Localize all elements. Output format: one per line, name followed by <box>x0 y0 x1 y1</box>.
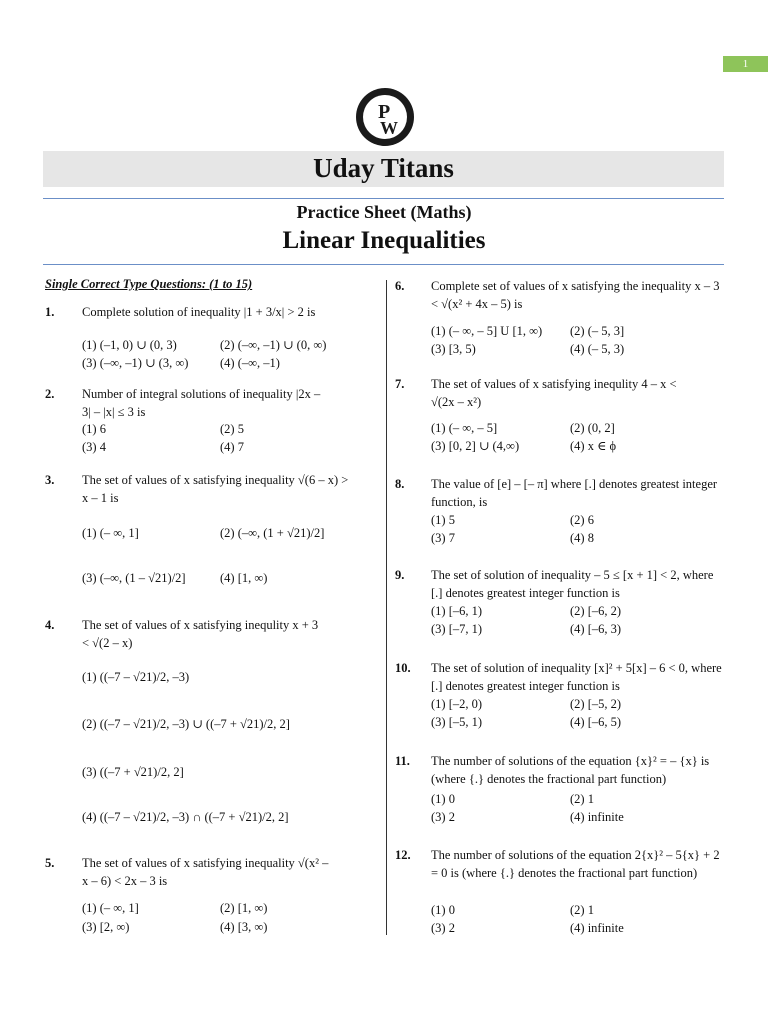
option: (1) (– ∞, 1] <box>82 526 139 540</box>
column-divider <box>386 280 387 935</box>
question-number: 7. <box>395 377 405 391</box>
question-10 <box>395 659 725 734</box>
svg-text:W: W <box>380 118 398 138</box>
option: (4) 8 <box>570 531 594 545</box>
question-text: Number of integral solutions of inequality |2x – 3| – |x| ≤ 3 is <box>82 387 321 419</box>
option: (3) (–∞, –1) ∪ (3, ∞) <box>82 356 189 370</box>
question-12 <box>395 846 725 938</box>
option: (3) ((–7 + √21)/2, 2] <box>82 765 184 779</box>
option: (3) 2 <box>431 921 455 935</box>
section-heading: Single Correct Type Questions: (1 to 15) <box>45 277 253 291</box>
divider <box>43 264 724 265</box>
option: (1) [–6, 1) <box>431 604 483 618</box>
question-4 <box>45 616 380 846</box>
question-5 <box>45 854 380 939</box>
question-number: 12. <box>395 848 411 862</box>
option: (3) [3, 5) <box>431 342 476 356</box>
option: (3) 7 <box>431 531 455 545</box>
option: (1) ((–7 – √21)/2, –3) <box>82 670 190 684</box>
option: (1) (– ∞, – 5] U [1, ∞) <box>431 324 543 338</box>
option: (3) [–5, 1) <box>431 715 483 729</box>
option: (4) (– 5, 3) <box>570 342 625 356</box>
question-9 <box>395 566 725 641</box>
option: (4) (–∞, –1) <box>220 356 280 370</box>
question-number: 3. <box>45 473 55 487</box>
page-number: 1 <box>723 56 768 72</box>
option: (1) 6 <box>82 422 106 436</box>
question-8 <box>395 475 725 550</box>
option: (1) (– ∞, 1] <box>82 901 139 915</box>
sheet-title: Linear Inequalities <box>282 227 486 254</box>
sheet-subtitle: Practice Sheet (Maths) <box>296 202 472 222</box>
option: (3) [0, 2] ∪ (4,∞) <box>431 439 520 453</box>
question-text: Complete solution of inequality |1 + 3/x| > 2 is <box>82 305 316 319</box>
option: (2) (–∞, –1) ∪ (0, ∞) <box>220 338 327 352</box>
question-6 <box>395 277 725 362</box>
option: (4) infinite <box>570 810 624 824</box>
option: (3) [2, ∞) <box>82 920 130 934</box>
question-number: 8. <box>395 477 405 491</box>
option: (4) 7 <box>220 440 244 454</box>
option: (1) [–2, 0) <box>431 697 483 711</box>
question-text: The set of values of x satisfying inequality √(6 – x) > x – 1 is <box>82 473 349 505</box>
option: (2) 1 <box>570 792 594 806</box>
question-number: 11. <box>395 754 410 768</box>
option: (1) (– ∞, – 5] <box>431 421 498 435</box>
question-text: The set of solution of inequality – 5 ≤ [x + 1] < 2, where [.] denotes greatest integer function is <box>431 568 714 600</box>
question-number: 1. <box>45 305 55 319</box>
option: (2) (0, 2] <box>570 421 615 435</box>
option: (4) [3, ∞) <box>220 920 268 934</box>
question-1 <box>45 303 380 373</box>
brand-band <box>43 151 724 187</box>
question-text: The set of values of x satisfying inequlity 4 – x < √(2x – x²) <box>431 377 677 409</box>
question-text: The value of [e] – [– π] where [.] denotes greatest integer function, is <box>431 477 718 509</box>
option: (4) [–6, 5) <box>570 715 622 729</box>
question-number: 5. <box>45 856 55 870</box>
option: (1) 0 <box>431 792 455 806</box>
question-3 <box>45 471 380 601</box>
option: (1) 5 <box>431 513 455 527</box>
question-number: 4. <box>45 618 55 632</box>
option: (2) ((–7 – √21)/2, –3) ∪ ((–7 + √21)/2, 2] <box>82 717 290 731</box>
option: (2) (– 5, 3] <box>570 324 625 338</box>
question-number: 10. <box>395 661 411 675</box>
question-text: The set of values of x satisfying inequlity x + 3 < √(2 – x) <box>82 618 319 650</box>
option: (2) [–6, 2) <box>570 604 622 618</box>
question-2 <box>45 385 380 455</box>
question-text: The set of values of x satisfying inequality √(x² – x – 6) < 2x – 3 is <box>82 856 329 888</box>
option: (2) 5 <box>220 422 244 436</box>
question-number: 6. <box>395 279 405 293</box>
option: (1) 0 <box>431 903 455 917</box>
option: (3) 2 <box>431 810 455 824</box>
question-number: 9. <box>395 568 405 582</box>
question-text: The set of solution of inequality [x]² + 5[x] – 6 < 0, where [.] denotes greatest integer function is <box>431 661 722 693</box>
question-number: 2. <box>45 387 55 401</box>
question-7 <box>395 375 725 460</box>
option: (4) [–6, 3) <box>570 622 622 636</box>
option: (2) [1, ∞) <box>220 901 268 915</box>
question-text: Complete set of values of x satisfying the inequality x – 3 < √(x² + 4x – 5) is <box>431 279 720 311</box>
brand-name: Uday Titans <box>313 153 454 183</box>
option: (1) (–1, 0) ∪ (0, 3) <box>82 338 177 352</box>
divider <box>43 198 724 199</box>
option: (2) [–5, 2) <box>570 697 622 711</box>
option: (2) 1 <box>570 903 594 917</box>
option: (3) 4 <box>82 440 106 454</box>
question-text: The number of solutions of the equation 2{x}² – 5{x} + 2 = 0 is (where {.} denotes the fractional part function) <box>431 848 720 880</box>
option: (4) [1, ∞) <box>220 571 268 585</box>
option: (3) (–∞, (1 – √21)/2] <box>82 571 186 585</box>
svg-text:P: P <box>378 101 391 123</box>
option: (4) ((–7 – √21)/2, –3) ∩ ((–7 + √21)/2, 2] <box>82 810 289 824</box>
option: (3) [–7, 1) <box>431 622 483 636</box>
option: (2) (–∞, (1 + √21)/2] <box>220 526 325 540</box>
pw-logo <box>356 88 414 146</box>
question-11 <box>395 752 725 827</box>
option: (4) x ∈ ϕ <box>570 439 617 453</box>
question-text: The number of solutions of the equation {x}² = – {x} is (where {.} denotes the fractional part function) <box>431 754 710 786</box>
option: (2) 6 <box>570 513 594 527</box>
option: (4) infinite <box>570 921 624 935</box>
